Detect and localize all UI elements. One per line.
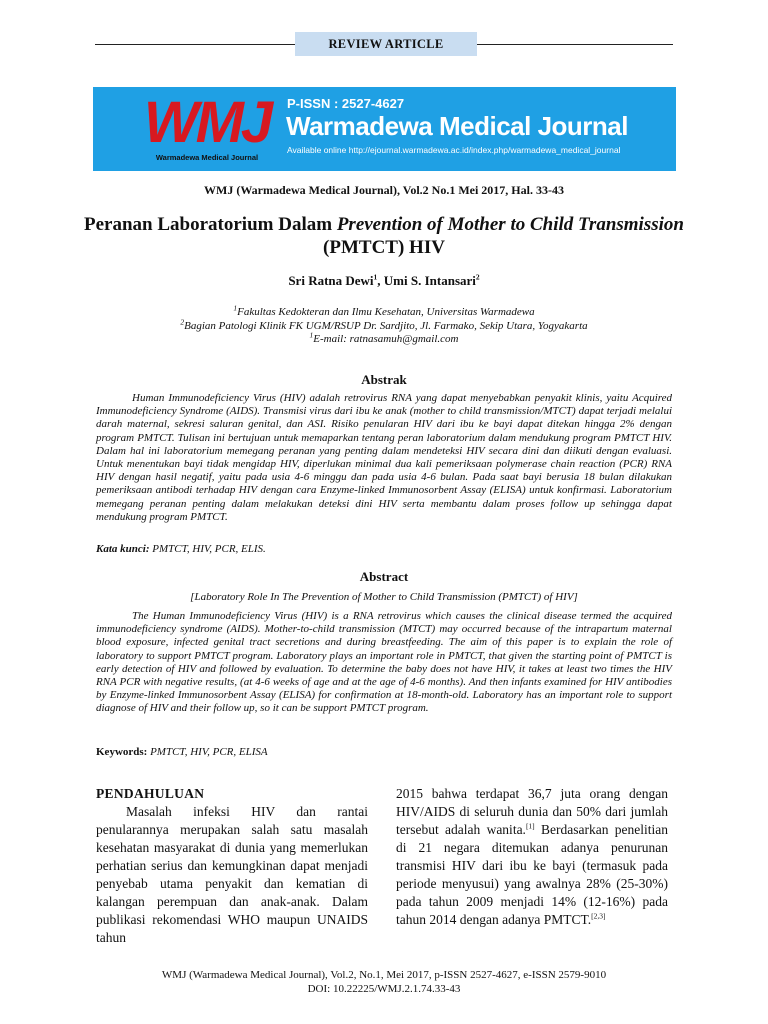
body-right-column (396, 785, 668, 929)
abstrak-text: Human Immunodeficiency Virus (HIV) adalah retrovirus RNA yang dapat menyebabkan penyakit klinis, yaitu Acquired Immunodeficiency Syndrome (AIDS). Transmisi virus dari ibu ke anak (mother to child transmission/MTCT) dapat terjadi melalui darah maternal, sekresi saluran genital, dan ASI. Risiko penularan HIV dari ibu ke bayi dapat ditekan hingga 2% dengan program PMTCT. Tulisan ini bertujuan untuk memaparkan tentang peran laboratorium dalam mendukung program PMTCT HIV. Dalam hal ini laboratorium memegang peranan yang penting dalam mendeteksi HIV secara dini dan diikuti dengan evaluasi. Untuk menentukan bayi tidak mengidap HIV, diperlukan minimal dua kali pemeriksaan polymerase chain reaction (PCR) RNA HIV dengan hasil negatif, yaitu pada usia 4-6 minggu dan pada usia 4-6 bulan. Pada saat bayi berusia 18 bulan dilakukan pemeriksaan antibodi terhadap HIV dengan cara Enzyme-linked Immunosorbent Assay (ELISA) untuk konfirmasi. Laboratorium memegang peranan penting dalam melakukan deteksi dini HIV serta membantu dalam proses follow up sehingga dapat mendukung program PMTCT. (96, 392, 672, 523)
affiliation-sup: 2 (180, 316, 185, 326)
logo-letters: WMJ (143, 90, 271, 155)
reference-marker[interactable]: [2,3] (591, 911, 606, 921)
section-heading: PENDAHULUAN (96, 786, 205, 801)
article-title (60, 213, 708, 259)
author-sup-2: 2 (475, 272, 480, 282)
email-text[interactable]: E-mail: ratnasamuh@gmail.com (313, 333, 459, 345)
body-paragraph: Masalah infeksi HIV dan rantai penularannya merupakan salah satu masalah kesehatan masyarakat di dunia yang memerlukan perhatian serius dan kemungkinan dapat menjadi penyebab utama penyakit dan kematian di kalangan perempuan dan anak-anak. Dalam publikasi rekomendasi WHO maupun UNAIDS tahun (96, 804, 368, 945)
author-name-2: Umi S. Intansari (383, 273, 476, 288)
keywords-value: PMTCT, HIV, PCR, ELISA (147, 746, 268, 758)
affiliations (0, 303, 768, 347)
author-separator: , (377, 273, 384, 288)
abstract-keywords (96, 746, 672, 758)
abstract-text: The Human Immunodeficiency Virus (HIV) is a RNA retrovirus which causes the clinical disease termed the acquired immunodeficiency syndrome (AIDS). Mother-to-child transmission (MTCT) may occurred because of the intrapartum maternal blood exposure, infected genital tract secretions and during breastfeeding. The aim of this paper is to explain the role of laboratory to support PMTCT program. Laboratory plays an important role in PMTCT, that given the starting point of PMTCT is early detection of HIV and followed by evaluation. To determine the baby does not have HIV, it takes at least two times the HIV RNA PCR with negative results, (at 4-6 weeks of age and at the age of 4-6 months). And then infants examined for HIV antibodies by Enzyme-linked Immunosorbent Assay (ELISA) for confirmation at 18-month-old. Laboratory has an important role to support diagnose of HIV and their follow up, so it can be support PMTCT program. (96, 610, 672, 715)
author-name-1: Sri Ratna Dewi (288, 273, 374, 288)
keywords-label: Keywords: (96, 746, 148, 758)
affiliation-sup: 1 (309, 330, 314, 340)
title-part2: (PMTCT) HIV (323, 237, 445, 258)
abstract-heading: Abstract (359, 569, 409, 584)
abstrak-body (96, 392, 672, 524)
body-left-column (96, 785, 368, 947)
keywords-label: Kata kunci: (96, 543, 150, 555)
logo-subtitle: Warmadewa Medical Journal (155, 153, 259, 162)
reference-marker[interactable]: [1] (525, 821, 535, 831)
abstract-subtitle: [Laboratory Role In The Prevention of Mother to Child Transmission (PMTCT) of HIV] (190, 591, 578, 603)
banner-journal-name: Warmadewa Medical Journal (286, 111, 628, 141)
banner-online-link[interactable]: Available online http://ejournal.warmadewa.ac.id/index.php/warmadewa_medical_journal (287, 145, 621, 155)
affiliation-sup: 1 (233, 303, 238, 313)
title-part1: Peranan Laboratorium Dalam (84, 214, 337, 235)
affiliation-2 (0, 316, 768, 334)
author-list (0, 273, 768, 289)
title-italic: Prevention of Mother to Child Transmission (336, 214, 684, 235)
body-paragraph-cont: Berdasarkan penelitian di 21 negara ditemukan adanya penurunan transmisi HIV dari ibu ke bayi (termasuk pada periode menyusui) yang awalnya 28% (25-30%) pada tahun 2009 menjadi 14% (12-16%) pada tahun 2014 dengan adanya PMTCT. (396, 822, 668, 927)
author-email (0, 330, 768, 347)
journal-logo (137, 90, 277, 165)
affiliation-1 (0, 303, 768, 320)
footer-citation: WMJ (Warmadewa Medical Journal), Vol.2, No.1, Mei 2017, p-ISSN 2527-4627, e-ISSN 2579-9010 (161, 969, 607, 981)
footer-doi[interactable]: DOI: 10.22225/WMJ.2.1.74.33-43 (307, 983, 461, 995)
article-type-label: REVIEW ARTICLE (295, 32, 477, 56)
affiliation-text: Bagian Patologi Klinik FK UGM/RSUP Dr. Sardjito, Jl. Farmako, Sekip Utara, Yogyakarta (184, 319, 588, 332)
keywords-value: PMTCT, HIV, PCR, ELIS. (149, 543, 266, 555)
page-footer (0, 968, 768, 996)
banner-issn: P-ISSN : 2527-4627 (287, 96, 405, 111)
abstrak-heading: Abstrak (361, 372, 407, 387)
affiliation-text: Fakultas Kedokteran dan Ilmu Kesehatan, Universitas Warmadewa (237, 306, 535, 318)
body-paragraph: 2015 bahwa terdapat 36,7 juta orang dengan HIV/AIDS di seluruh dunia dan 50% dari jumlah tersebut adalah wanita. (396, 786, 668, 837)
author-sup-1: 1 (373, 272, 378, 282)
citation-line: WMJ (Warmadewa Medical Journal), Vol.2 No.1 Mei 2017, Hal. 33-43 (204, 183, 564, 197)
journal-banner (93, 87, 676, 171)
abstrak-keywords (96, 543, 672, 555)
abstract-body (96, 610, 672, 716)
